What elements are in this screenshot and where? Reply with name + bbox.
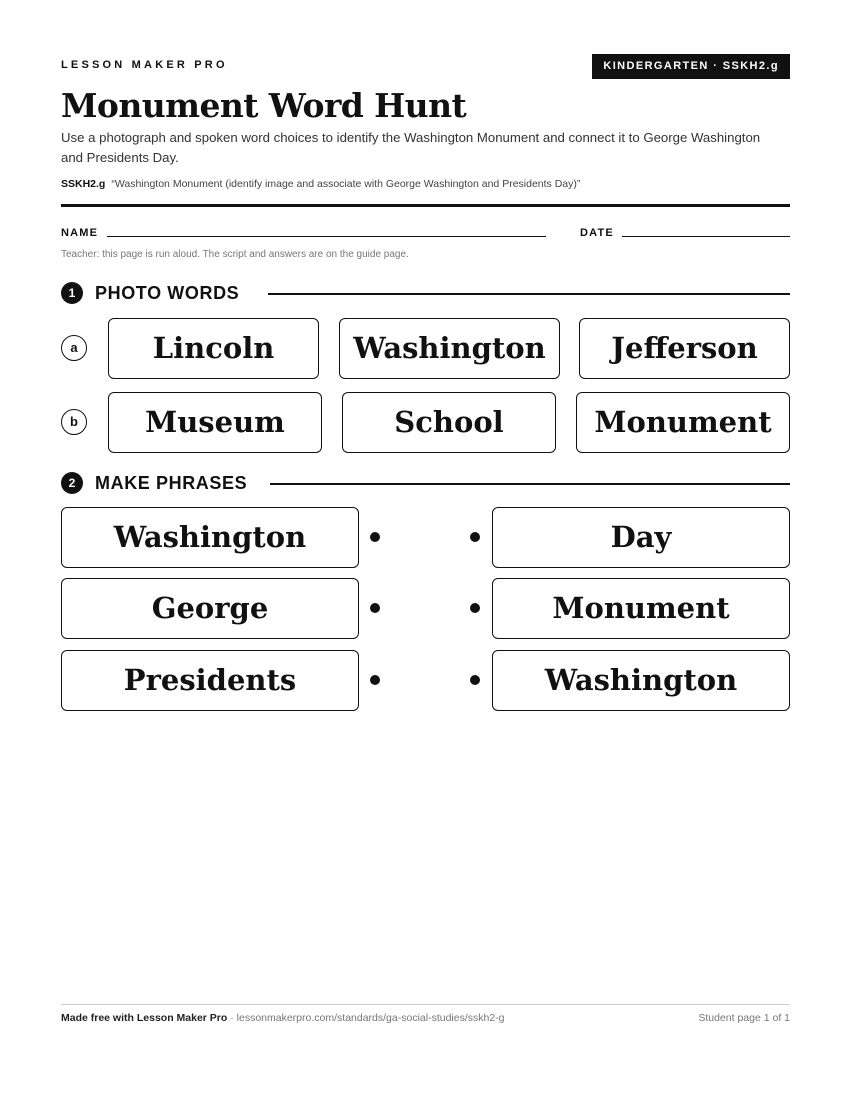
standard-text: “Washington Monument (identify image and associate with George Washington and Presidents Day)” <box>111 178 581 190</box>
footer-url-link[interactable]: lessonmakerpro.com/standards/ga-social-studies/sskh2-g <box>236 1012 505 1024</box>
section-number-badge: 1 <box>61 282 83 304</box>
footer-credit <box>61 1012 505 1024</box>
match-dot-left[interactable] <box>370 532 380 542</box>
word-choice-monument[interactable]: Monument <box>576 392 790 453</box>
row-letter-b: b <box>61 409 87 435</box>
name-field[interactable] <box>107 236 546 237</box>
footer-divider <box>61 1004 790 1005</box>
match-dot-left[interactable] <box>370 603 380 613</box>
footer-made-with: Made free with Lesson Maker Pro <box>61 1012 228 1024</box>
phrase-right-day[interactable]: Day <box>492 507 790 568</box>
word-choice-washington[interactable]: Washington <box>339 318 560 379</box>
phrase-left-washington[interactable]: Washington <box>61 507 359 568</box>
footer-separator: · <box>227 1012 237 1024</box>
row-letter-a: a <box>61 335 87 361</box>
section-make-phrases-header <box>61 471 790 495</box>
word-choice-jefferson[interactable]: Jefferson <box>579 318 790 379</box>
section-title: MAKE PHRASES <box>95 471 257 495</box>
worksheet-page <box>61 0 790 1100</box>
header-divider <box>61 204 790 207</box>
phrase-right-monument[interactable]: Monument <box>492 578 790 639</box>
section-rule <box>270 483 790 485</box>
section-number-badge: 2 <box>61 472 83 494</box>
teacher-note: Teacher: this page is run aloud. The script and answers are on the guide page. <box>61 249 409 260</box>
word-choice-museum[interactable]: Museum <box>108 392 322 453</box>
page-subtitle: Use a photograph and spoken word choices to identify the Washington Monument and connect it to George Washington and Presidents Day. <box>61 130 761 165</box>
section-photo-words-header <box>61 281 790 305</box>
date-label: DATE <box>580 227 614 239</box>
section-title: PHOTO WORDS <box>95 281 249 305</box>
phrase-right-washington[interactable]: Washington <box>492 650 790 711</box>
match-dot-right[interactable] <box>470 532 480 542</box>
word-choice-school[interactable]: School <box>342 392 556 453</box>
standard-reference <box>61 178 580 190</box>
brand-name: LESSON MAKER PRO <box>61 59 228 71</box>
match-dot-right[interactable] <box>470 603 480 613</box>
standard-code: SSKH2.g <box>61 178 106 190</box>
word-choice-lincoln[interactable]: Lincoln <box>108 318 319 379</box>
footer-page-number: Student page 1 of 1 <box>698 1012 790 1024</box>
grade-standard-badge: KINDERGARTEN · SSKH2.g <box>592 54 790 79</box>
match-dot-right[interactable] <box>470 675 480 685</box>
name-label: NAME <box>61 227 99 239</box>
phrase-left-george[interactable]: George <box>61 578 359 639</box>
section-rule <box>268 293 790 295</box>
match-dot-left[interactable] <box>370 675 380 685</box>
page-title: Monument Word Hunt <box>61 86 467 125</box>
phrase-left-presidents[interactable]: Presidents <box>61 650 359 711</box>
date-field[interactable] <box>622 236 790 237</box>
